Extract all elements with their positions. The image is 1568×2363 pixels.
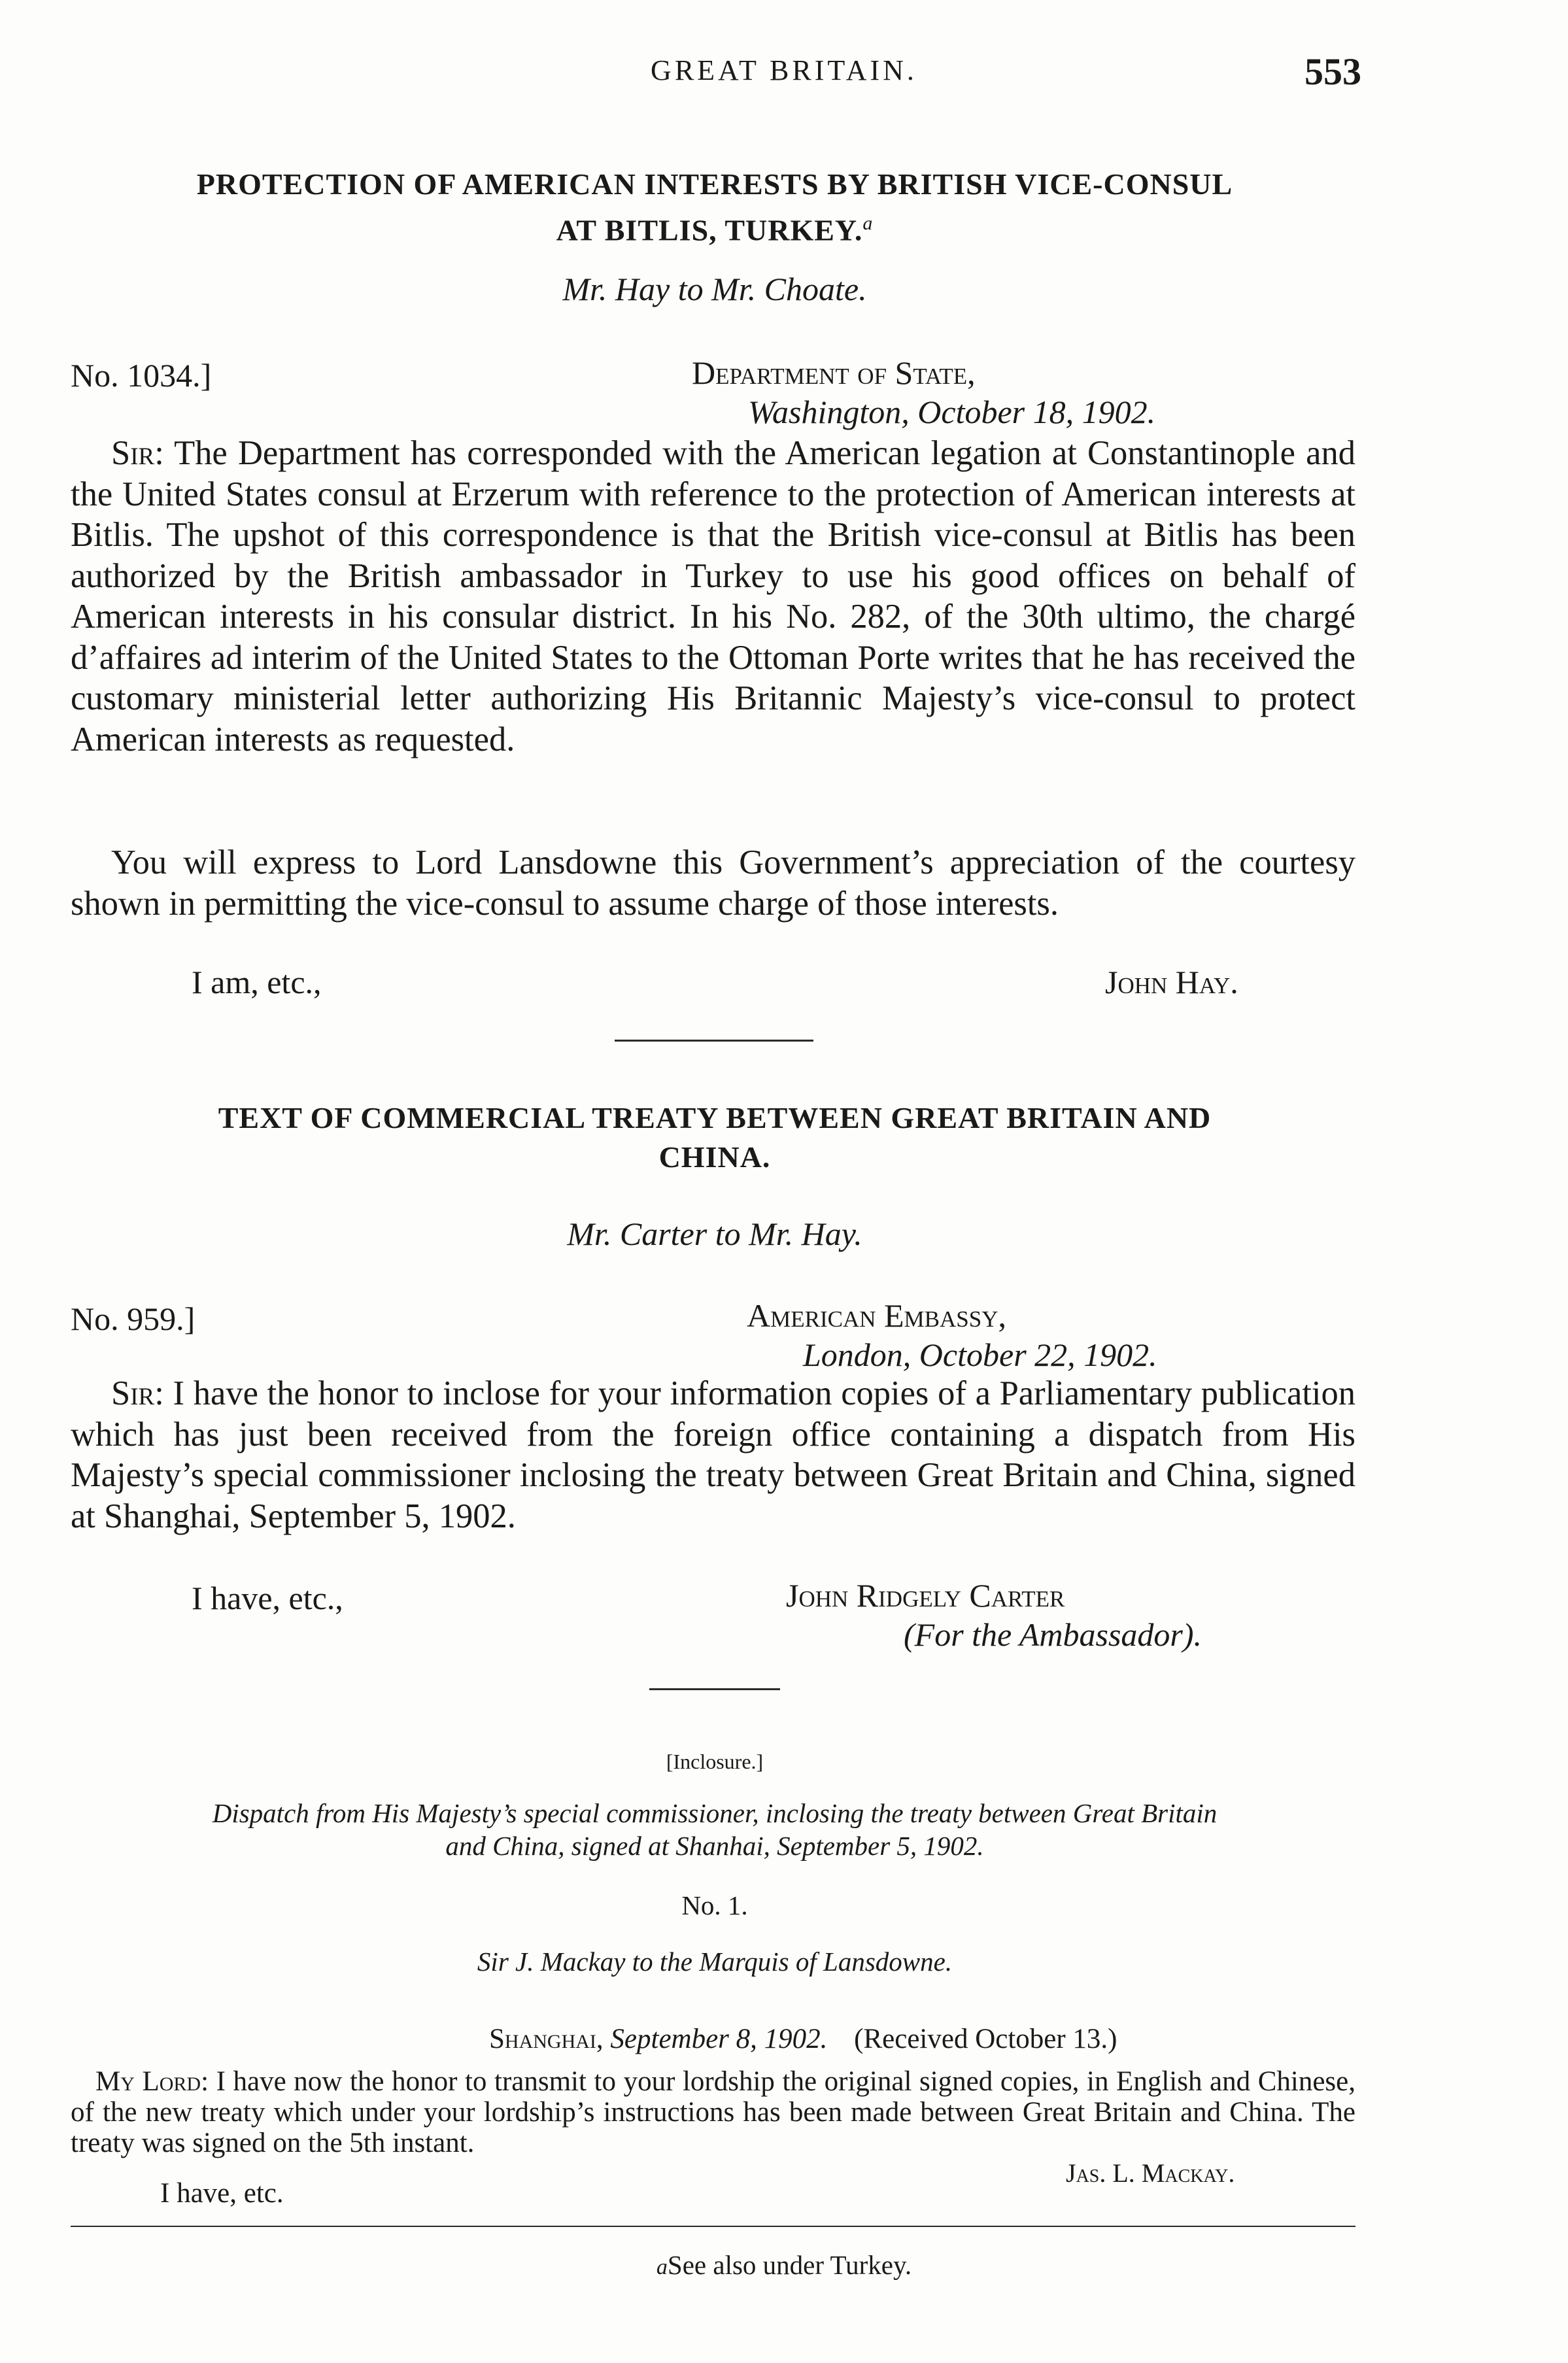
section1-paragraph1	[71, 433, 1355, 760]
dispatch-title	[71, 1797, 1359, 1862]
enclosure-item-number: No. 1.	[681, 1890, 748, 1920]
section1-correspondents: Mr. Hay to Mr. Choate.	[562, 271, 867, 307]
dispatch-title-line1: Dispatch from His Majesty’s special commissioner, inclosing the treaty between Great Britain	[212, 1798, 1218, 1828]
section2-signature: John Ridgely Carter	[786, 1577, 1065, 1614]
enclosure-correspondents: Sir J. Mackay to the Marquis of Lansdowne.	[477, 1946, 953, 1977]
section1-paragraph2: You will express to Lord Lansdowne this Government’s appreciation of the courtesy shown in permitting the vice-consul to assume charge of those interests.	[71, 843, 1355, 923]
enclosure-date: September 8, 1902.	[610, 2024, 828, 2054]
footnote	[0, 2249, 1568, 2281]
footnote-rule	[71, 2226, 1355, 2227]
page-number: 553	[1304, 50, 1361, 93]
section2-doc-number: No. 959.]	[71, 1300, 196, 1337]
enclosure-closing: I have, etc.	[160, 2178, 284, 2209]
section2-signature-block	[786, 1576, 1202, 1654]
section2-signature-role: (For the Ambassador).	[904, 1616, 1202, 1653]
section2-paragraph1-text: I have the honor to inclose for your information copies of a Parliamentary publication which has just been received from the foreign office containing a dispatch from His Majesty’s special commissioner inclosing the treaty between Great Britain and China, signed at Shanghai, September 5, 1902.	[71, 1374, 1356, 1535]
section2-dateline	[747, 1296, 1157, 1374]
section1-sender-office: Department of State,	[692, 354, 976, 391]
enclosure-label: [Inclosure.]	[666, 1750, 764, 1773]
enclosure-text: I have now the honor to transmit to your lordship the original signed copies, in English and Chinese, of the new treaty which under your lordship’s instructions has been made between Great Britain and China. The treaty was signed on the 5th instant.	[71, 2066, 1355, 2158]
section1-place-date: Washington, October 18, 1902.	[748, 394, 1156, 430]
section2-paragraph1	[71, 1373, 1355, 1537]
section2-place-date: London, October 22, 1902.	[803, 1336, 1157, 1373]
enclosure-salutation: My Lord:	[95, 2066, 209, 2097]
section1-heading-line1: PROTECTION OF AMERICAN INTERESTS BY BRITISH VICE-CONSUL	[196, 167, 1233, 201]
footnote-marker: a	[862, 212, 874, 234]
section2-salutation: Sir:	[111, 1374, 164, 1412]
section1-heading	[71, 165, 1359, 250]
footnote-mark: a	[656, 2255, 668, 2279]
enclosure-divider	[649, 1688, 780, 1690]
section2-sender-office: American Embassy,	[747, 1297, 1006, 1334]
section2-heading-line1: TEXT OF COMMERCIAL TREATY BETWEEN GREAT BRITAIN AND	[218, 1101, 1212, 1134]
enclosure-place: Shanghai,	[489, 2024, 604, 2054]
section1-paragraph1-text: The Department has corresponded with the American legation at Constantinople and the United States consul at Erzerum with reference to the protection of American interests at Bitlis. The upshot of this correspondence is that the British vice-consul at Bitlis has been authorized by the British ambassador in Turkey to use his good offices on behalf of American interests in his consular district. In his No. 282, of the 30th ultimo, the chargé d’affaires ad interim of the United States to the Ottoman Porte writes that he has received the customary ministerial letter authorizing His Britannic Majesty’s vice-consul to protect American interests as requested.	[71, 434, 1355, 758]
running-title: GREAT BRITAIN.	[651, 54, 917, 86]
section1-heading-line2: AT BITLIS, TURKEY.	[556, 213, 863, 247]
section2-closing: I have, etc.,	[192, 1580, 343, 1616]
running-head	[0, 50, 1568, 95]
section1-salutation: Sir:	[111, 434, 164, 472]
section2-correspondents: Mr. Carter to Mr. Hay.	[567, 1216, 862, 1252]
enclosure-received: (Received October 13.)	[854, 2024, 1117, 2054]
dispatch-title-line2: and China, signed at Shanhai, September 5, 1902.	[445, 1831, 984, 1861]
enclosure-signature: Jas. L. Mackay.	[1066, 2158, 1235, 2188]
section1-doc-number: No. 1034.]	[71, 357, 212, 394]
enclosure-paragraph	[71, 2066, 1355, 2158]
section1-signature: John Hay.	[1105, 964, 1238, 1000]
section2-heading	[71, 1098, 1359, 1177]
section-divider	[615, 1040, 813, 1042]
footnote-text: See also under Turkey.	[667, 2250, 912, 2280]
section2-heading-line2: CHINA.	[658, 1140, 771, 1174]
section1-closing: I am, etc.,	[192, 964, 322, 1000]
section1-dateline	[692, 353, 1155, 432]
enclosure-dateline	[489, 2023, 1117, 2055]
